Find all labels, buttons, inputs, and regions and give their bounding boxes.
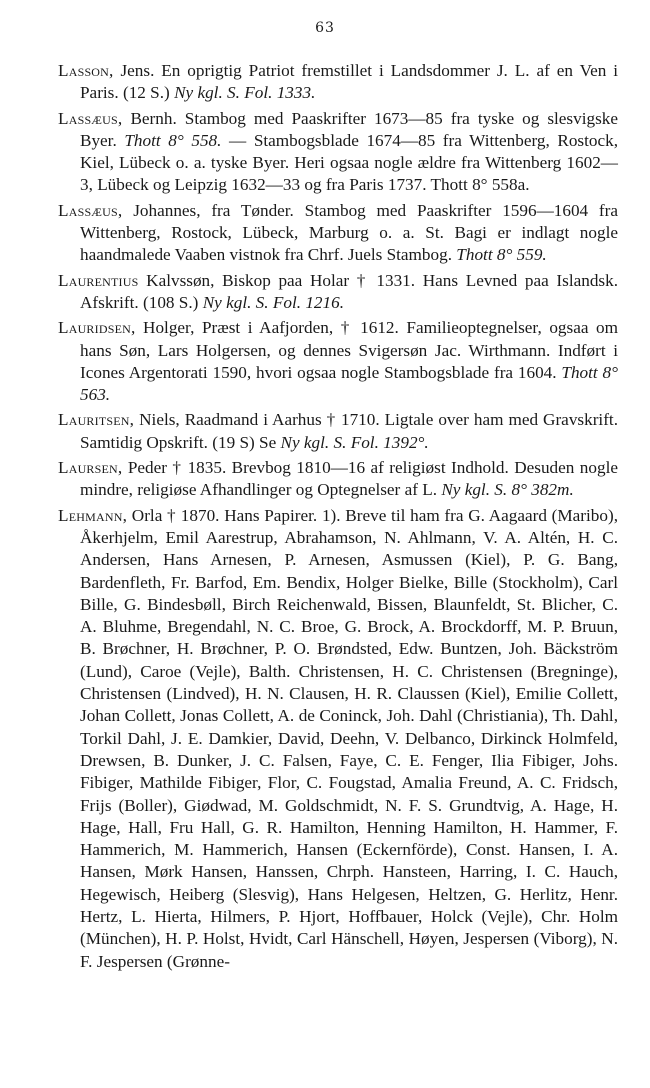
entry-lasson-jens — [58, 60, 618, 105]
entry-text: Holger, Præst i Aafjorden, † 1612. Familieoptegnelser, ogsaa om hans Søn, Lars Holgersen, og dennes Svigersøn Jac. Wirthmann. Indført i Icones Argentorati 1590, hvori ogsaa nogle Stambogsblade fra 1604. — [80, 318, 618, 382]
entry-text-after: — Stambogsblade 1674—85 fra Wittenberg, Rostock, Kiel, Lübeck o. a. tyske Byer. Heri ogsaa nogle ældre fra Wittenberg 1602—3, Lübeck og Leipzig 1632—33 og fra Paris 1737. Thott 8° 558a. — [80, 130, 619, 195]
entry-name: Lasson, — [58, 61, 114, 80]
entry-lassaeus-bernh — [58, 108, 618, 197]
entry-text: Niels, Raadmand i Aarhus † 1710. Ligtale over ham med Gravskrift. Samtidig Opskrift. (19 S) Se — [80, 410, 618, 452]
entry-reference: Ny kgl. S. Fol. 1216. — [202, 292, 345, 312]
entry-name: Lassæus, — [58, 200, 123, 220]
entry-lauridsen-holger — [58, 317, 618, 406]
entry-lauritsen-niels — [58, 409, 618, 454]
entry-lehmann-orla — [58, 505, 618, 973]
entry-lassaeus-johannes — [58, 200, 618, 267]
page-number: 63 — [315, 20, 335, 36]
entry-name: Laurentius — [58, 270, 139, 290]
entry-text: Kalvssøn, Biskop paa Holar † 1331. Hans Levned paa Islandsk. Afskrift. (108 S.) — [80, 270, 618, 312]
entry-text: Johannes, fra Tønder. Stambog med Paaskrifter 1596—1604 fra Wittenberg, Rostock, Lübeck, Marburg o. a. St. Bagi er indlagt nogle haandmalede Vaaben vistnok fra Chrf. Juels Stambog. — [80, 200, 618, 265]
entry-text: Orla † 1870. Hans Papirer. 1). Breve til ham fra G. Aagaard (Maribo), Åkerhjelm, Emil Aarestrup, Abrahamson, N. Ahlmann, V. A. Altén, H. C. Andersen, Hans Arnesen, P. Arnesen, Asmussen (Kiel), P. G. Bang, Bardenfleth, Fr. Barfod, Em. Bendix, Holger Bielke, Bille (Stockholm), Carl Bille, G. Bindesbøll, Birch Reichenwald, Bissen, Blaunfeldt, St. Blicher, C. A. Bluhme, Bregendahl, N. C. Broe, G. Brock, A. Brockdorff, M. P. Bruun, B. Brøchner, H. Brøchner, P. O. Brøndsted, Edw. Buntzen, Joh. Bäckström (Lund), Caroe (Vejle), Balth. Christensen, H. C. Christensen (Bregninge), Christensen (Lindved), H. N. Clausen, H. R. Claussen (Kiel), Emilie Collett, Johan Collett, Jonas Collett, A. de Coninck, Joh. Dahl (Christiania), Th. Dahl, Torkil Dahl, J. E. Damkier, David, Deehn, V. Delbanco, Dirkinck Holmfeld, Drewsen, B. Dunker, J. C. Falsen, Faye, C. E. Fenger, Ilia Fibiger, Johs. Fibiger, Mathilde Fibiger, Flor, C. Fougstad, Amalia Freund, A. C. Fridsch, Frijs (Boller), Giødwad, M. Goldschmidt, N. F. S. Grundtvig, A. Hage, H. Hage, Hall, Fru Hall, G. R. Hamilton, Henning Hamilton, H. Hammer, F. Hammerich, M. Hammerich, Hansen (Eckernförde), Const. Hansen, I. A. Hansen, Mørk Hansen, Hanssen, Chrph. Hansteen, Harring, I. C. Hauch, Hegewisch, Heiberg (Slesvig), Hans Helgesen, Heltzen, G. Herlitz, Henr. Hertz, L. Hierta, Hilmers, P. Hjort, Hoffbauer, Holck (Vejle), Chr. Holm (München), H. P. Holst, Hvidt, Carl Hänschell, Høyen, Jespersen (Viborg), N. F. Jespersen (Grønne- — [80, 505, 618, 971]
entry-text: Jens. En oprigtig Patriot fremstillet i Landsdommer J. L. af en Ven i Paris. (12 S.) — [80, 61, 618, 103]
entry-text: Bernh. Stambog med Paaskrifter 1673—85 fra tyske og slesvigske Byer. — [80, 108, 618, 150]
entry-name: Lauridsen, — [58, 318, 136, 338]
entry-name: Lassæus, — [58, 108, 123, 128]
entry-laursen-peder — [58, 457, 618, 502]
entry-list — [58, 60, 618, 976]
entry-reference: Ny kgl. S. 8° 382m. — [441, 480, 574, 500]
entry-reference: Ny kgl. S. Fol. 1392°. — [280, 432, 429, 452]
entry-text: Peder † 1835. Brevbog 1810—16 af religiøst Indhold. Desuden nogle mindre, religiøse Afhandlinger og Optegnelser af L. — [80, 458, 618, 500]
entry-reference: Thott 8° 563. — [80, 362, 618, 405]
entry-reference: Thott 8° 559. — [456, 245, 547, 265]
entry-laurentius — [58, 270, 618, 315]
entry-reference: Thott 8° 558. — [124, 130, 222, 150]
entry-name: Laursen, — [58, 458, 123, 478]
entry-name: Lauritsen, — [58, 410, 135, 430]
entry-name: Lehmann, — [58, 505, 128, 525]
entry-reference: Ny kgl. S. Fol. 1333. — [174, 83, 316, 103]
